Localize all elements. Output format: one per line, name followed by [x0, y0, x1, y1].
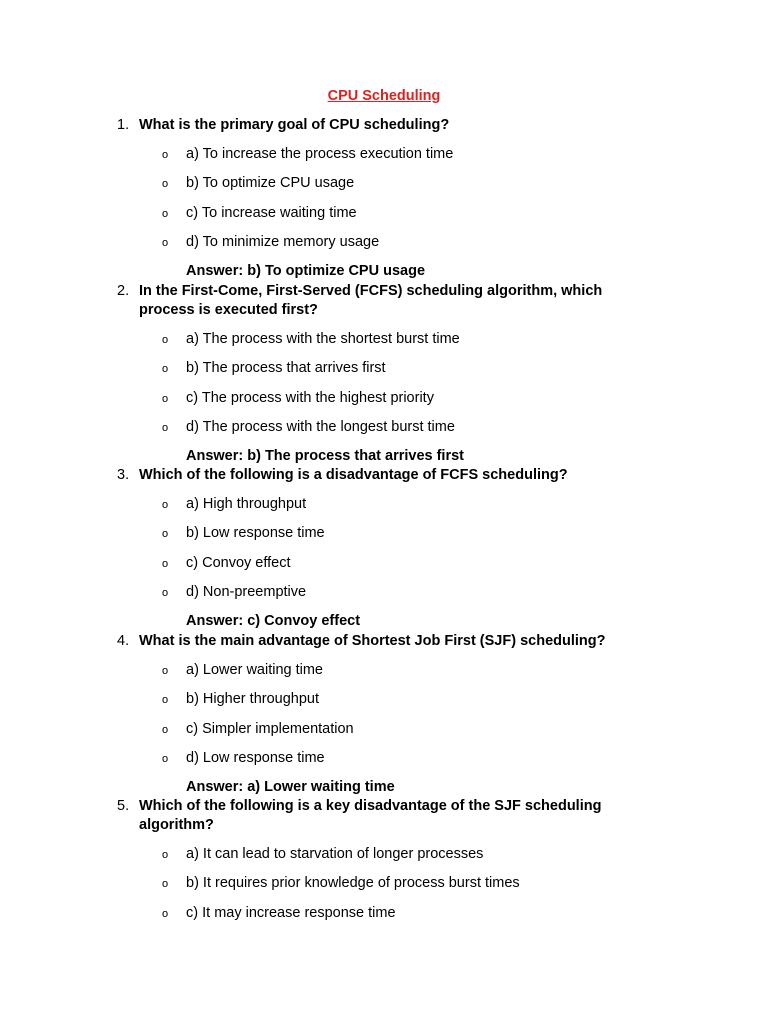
- option-d: [162, 749, 657, 768]
- option-text: c) To increase waiting time: [186, 204, 357, 221]
- question-heading: [117, 632, 657, 651]
- option-text: d) Low response time: [186, 749, 325, 766]
- bullet-circle-icon: o: [162, 586, 169, 599]
- option-c: [162, 389, 657, 408]
- question-text: Which of the following is a key disadvantage of the SJF scheduling algorithm?: [139, 798, 602, 833]
- option-b: [162, 524, 657, 543]
- bullet-circle-icon: o: [162, 878, 169, 891]
- question-text: What is the main advantage of Shortest Job First (SJF) scheduling?: [139, 633, 606, 649]
- question-3: [117, 466, 657, 631]
- option-d: [162, 418, 657, 437]
- answer-line: Answer: c) Convoy effect: [186, 613, 361, 630]
- bullet-circle-icon: o: [162, 421, 169, 434]
- option-text: d) The process with the longest burst time: [186, 418, 455, 435]
- option-c: [162, 204, 657, 223]
- option-text: b) It requires prior knowledge of process burst times: [186, 875, 520, 892]
- question-1: [117, 116, 657, 281]
- option-text: b) To optimize CPU usage: [186, 175, 355, 192]
- bullet-circle-icon: o: [162, 334, 169, 346]
- option-b: [162, 174, 657, 193]
- bullet-circle-icon: o: [162, 557, 169, 570]
- options-list: [162, 330, 657, 466]
- question-4: [117, 632, 657, 797]
- bullet-circle-icon: o: [162, 207, 169, 220]
- option-b: [162, 359, 657, 378]
- question-number: 3.: [117, 467, 130, 483]
- question-heading: [117, 797, 657, 835]
- options-list: [162, 845, 657, 923]
- option-text: c) The process with the highest priority: [186, 389, 434, 406]
- option-text: a) To increase the process execution time: [186, 146, 454, 162]
- question-5: [117, 797, 657, 923]
- bullet-circle-icon: o: [162, 694, 169, 707]
- option-text: b) Higher throughput: [186, 691, 319, 708]
- option-c: [162, 904, 657, 923]
- bullet-circle-icon: o: [162, 907, 169, 920]
- bullet-circle-icon: o: [162, 752, 169, 765]
- bullet-circle-icon: o: [162, 723, 169, 736]
- bullet-circle-icon: o: [162, 392, 169, 405]
- bullet-circle-icon: o: [162, 665, 169, 677]
- question-heading: [117, 282, 657, 320]
- option-text: b) Low response time: [186, 525, 325, 542]
- bullet-circle-icon: o: [162, 499, 169, 511]
- bullet-circle-icon: o: [162, 363, 169, 376]
- bullet-circle-icon: o: [162, 528, 169, 541]
- options-list: [162, 661, 657, 797]
- options-list: [162, 495, 657, 631]
- answer-line: Answer: a) Lower waiting time: [186, 779, 395, 796]
- bullet-circle-icon: o: [162, 849, 169, 861]
- option-text: a) The process with the shortest burst time: [186, 331, 460, 347]
- option-a: [162, 330, 657, 349]
- answer-line: Answer: b) The process that arrives first: [186, 448, 464, 465]
- options-list: [162, 145, 657, 281]
- option-a: [162, 495, 657, 514]
- question-number: 1.: [117, 117, 130, 133]
- option-a: [162, 145, 657, 164]
- question-number: 5.: [117, 798, 130, 814]
- option-text: d) Non-preemptive: [186, 583, 307, 600]
- option-text: c) It may increase response time: [186, 904, 396, 921]
- question-number: 2.: [117, 283, 130, 299]
- option-text: a) Lower waiting time: [186, 662, 323, 678]
- question-2: [117, 282, 657, 466]
- question-heading: [117, 466, 657, 485]
- option-a: [162, 661, 657, 680]
- option-a: [162, 845, 657, 864]
- bullet-circle-icon: o: [162, 236, 169, 249]
- option-text: a) High throughput: [186, 496, 307, 512]
- question-number: 4.: [117, 633, 130, 649]
- option-d: [162, 233, 657, 252]
- bullet-circle-icon: o: [162, 149, 169, 161]
- question-text: In the First-Come, First-Served (FCFS) scheduling algorithm, which process is executed first?: [139, 283, 603, 318]
- option-text: b) The process that arrives first: [186, 360, 386, 377]
- question-text: What is the primary goal of CPU scheduling?: [139, 117, 450, 133]
- option-d: [162, 583, 657, 602]
- page-title: CPU Scheduling: [327, 88, 441, 104]
- option-b: [162, 874, 657, 893]
- question-text: Which of the following is a disadvantage of FCFS scheduling?: [139, 467, 568, 483]
- answer-line: Answer: b) To optimize CPU usage: [186, 263, 426, 280]
- option-text: d) To minimize memory usage: [186, 233, 380, 250]
- option-text: c) Convoy effect: [186, 554, 291, 571]
- option-c: [162, 554, 657, 573]
- option-b: [162, 690, 657, 709]
- option-text: c) Simpler implementation: [186, 720, 354, 737]
- question-heading: [117, 116, 657, 135]
- option-text: a) It can lead to starvation of longer processes: [186, 846, 484, 862]
- option-c: [162, 720, 657, 739]
- bullet-circle-icon: o: [162, 178, 169, 191]
